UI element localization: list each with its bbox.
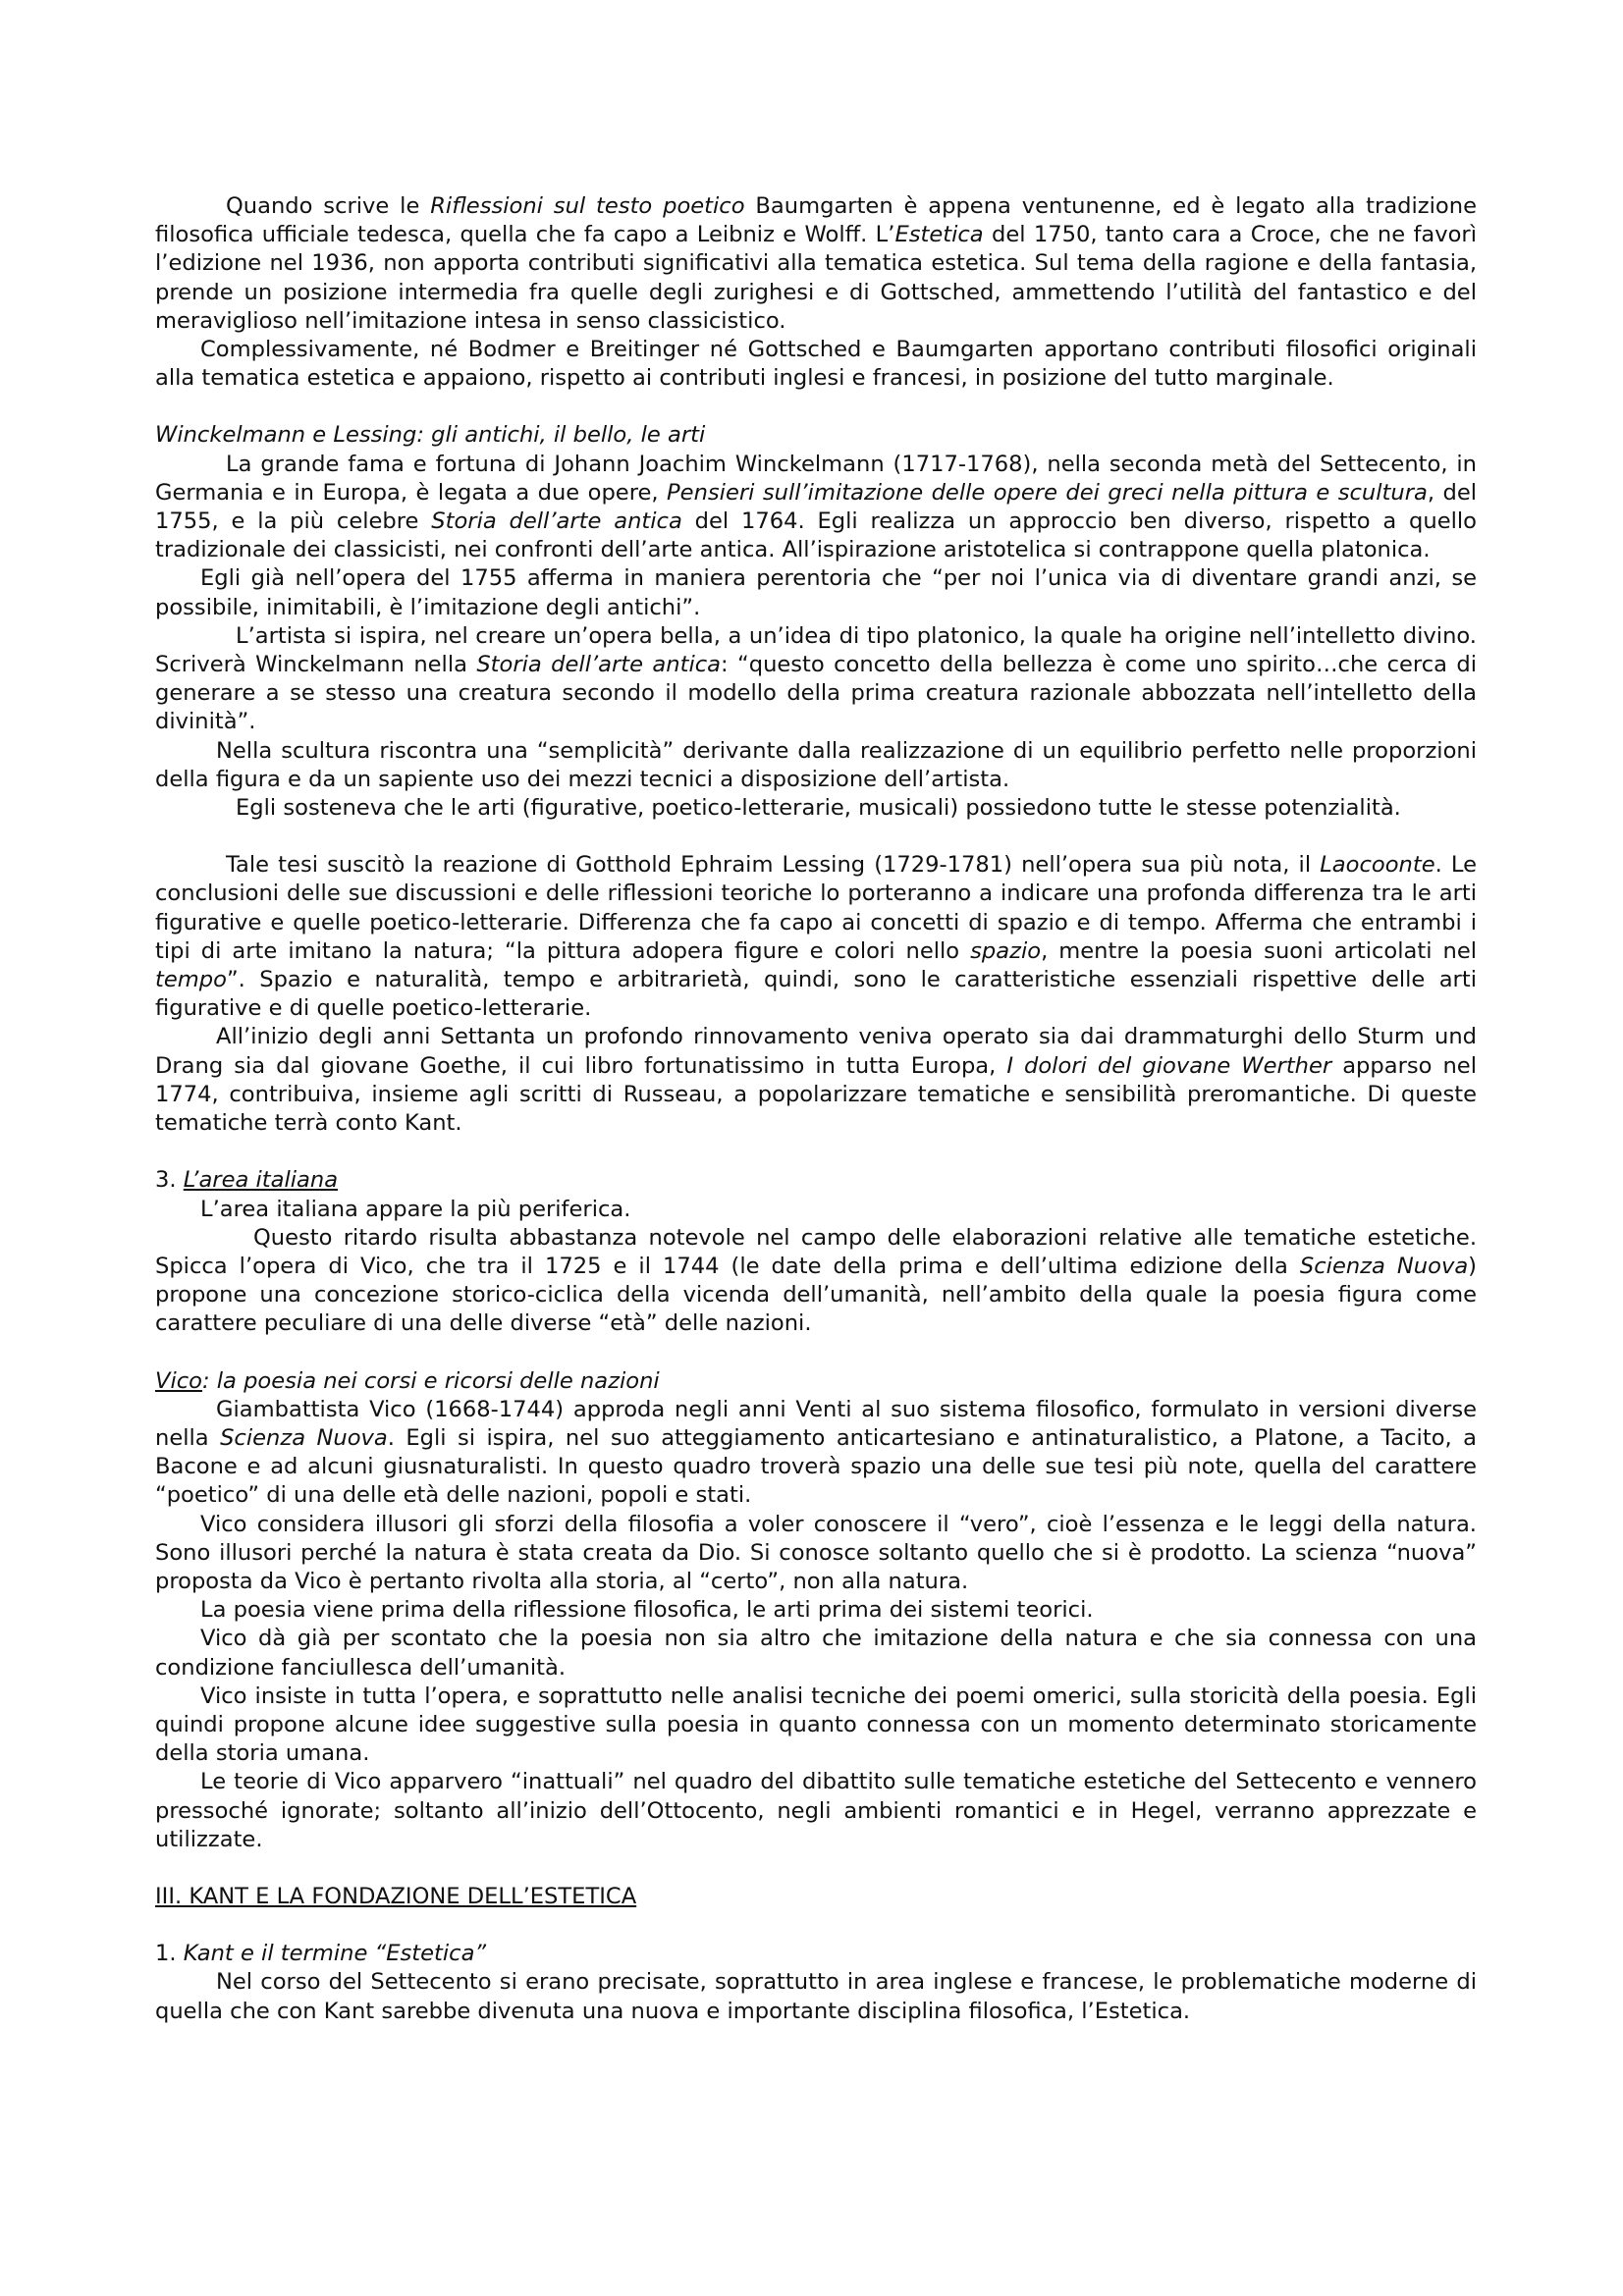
text-run: Scienza Nuova	[1299, 1253, 1469, 1279]
paragraph	[155, 564, 1477, 621]
paragraph	[155, 1196, 1477, 1224]
text-run: 3.	[155, 1167, 184, 1194]
text-run: Egli sosteneva che le arti (figurative, poetico-letterarie, musicali) possiedono tutte le stesse potenzialità.	[236, 795, 1401, 822]
text-run: Vico considera illusori gli sforzi della filosofia a voler conoscere il “vero”, cioè l’essenza e le leggi della natura. Sono illusori perché la natura è stata creata da Dio. Si conosce soltanto quello che si è prodotto. La scienza “nuova” proposta da Vico è pertanto rivolta alla storia, al “certo”, non alla natura.	[155, 1511, 1477, 1594]
text-run: All’inizio degli anni Settanta un profondo rinnovamento veniva operato sia dai drammaturghi dello Sturm und Drang sia dal giovane Goethe, il cui libro fortunatissimo in tutta Europa,	[155, 1024, 1477, 1079]
section-heading	[155, 1883, 1477, 1911]
text-run: L’area italiana appare la più periferica.	[200, 1196, 631, 1222]
paragraph	[155, 1596, 1477, 1625]
paragraph	[155, 1625, 1477, 1682]
text-run: Tale tesi suscitò la reazione di Gotthold Ephraim Lessing (1729-1781) nell’opera sua più nota, il	[226, 852, 1321, 879]
paragraph	[155, 1968, 1477, 2025]
text-run: I dolori del giovane Werther	[1006, 1052, 1332, 1079]
text-run: , del 1755, e la più celebre	[155, 479, 1477, 535]
paragraph	[155, 1224, 1477, 1339]
text-run: Quando scrive le	[226, 193, 431, 219]
text-run: Laocoonte	[1320, 852, 1435, 879]
text-run: La grande fama e fortuna di Johann Joachim Winckelmann (1717-1768), nella seconda metà del Settecento, in Germania e in Europa, è legata a due opere,	[155, 451, 1477, 506]
text-run: apparso nel 1774, contribuiva, insieme agli scritti di Russeau, a popolarizzare tematiche e sensibilità preromantiche. Di queste tematiche terrà conto Kant.	[155, 1052, 1477, 1137]
text-run: tempo	[155, 967, 227, 993]
text-run: Le teorie di Vico apparvero “inattuali” nel quadro del dibattito sulle tematiche estetiche del Settecento e vennero pressoché ignorate; soltanto all’inizio dell’Ottocento, negli ambienti romantici e in Hegel, verranno apprezzate e utilizzate.	[155, 1769, 1477, 1852]
text-run: III. KANT E LA FONDAZIONE DELL’ESTETICA	[155, 1883, 637, 1909]
paragraph	[155, 451, 1477, 565]
text-run: Baumgarten è appena ventunenne, ed è legato alla tradizione filosofica ufficiale tedesca, quella che fa capo a Leibniz e Wolff. L’	[155, 193, 1477, 248]
document-page	[155, 192, 1477, 2026]
text-run: L’area italiana	[183, 1167, 339, 1194]
text-run: Kant e il termine “Estetica”	[183, 1941, 487, 1967]
text-run: Estetica	[894, 222, 984, 248]
paragraph	[155, 794, 1477, 823]
text-run: Nel corso del Settecento si erano precisate, soprattutto in area inglese e francese, le problematiche moderne di quella che con Kant sarebbe divenuta una nuova e importante disciplina filosofica, l’Estetica.	[155, 1969, 1477, 2024]
text-run: Vico insiste in tutta l’opera, e soprattutto nelle analisi tecniche dei poemi omerici, sulla storicità della poesia. Egli quindi propone alcune idee suggestive sulla poesia in quanto connessa con un momento determinato storicamente della storia umana.	[155, 1682, 1477, 1767]
text-run: Scienza Nuova	[220, 1424, 388, 1451]
text-run: . Le conclusioni delle sue discussioni e delle riflessioni teoriche lo porteranno a indicare una profonda differenza tra le arti figurative e quelle poetico-letterarie. Differenza che fa capo ai concetti di spazio e di tempo. Afferma che entrambi i tipi di arte imitano la natura; “la pittura adopera figure e colori nello	[155, 852, 1477, 964]
paragraph	[155, 1511, 1477, 1597]
section-heading	[155, 1166, 1477, 1195]
paragraph	[155, 1768, 1477, 1854]
section-spacer	[155, 393, 1477, 421]
section-spacer	[155, 1138, 1477, 1166]
paragraph	[155, 1396, 1477, 1511]
text-run: L’artista si ispira, nel creare un’opera bella, a un’idea di tipo platonico, la quale ha origine nell’intelletto divino. Scriverà Winckelmann nella	[155, 622, 1477, 678]
section-heading	[155, 1940, 1477, 1968]
paragraph	[155, 622, 1477, 737]
text-run: Vico dà già per scontato che la poesia non sia altro che imitazione della natura e che sia connessa con una condizione fanciullesca dell’umanità.	[155, 1626, 1477, 1681]
text-run: . Egli si ispira, nel suo atteggiamento anticartesiano e antinaturalistico, a Platone, a Tacito, a Bacone e ad alcuni giusnaturalisti. In questo quadro troverà spazio una delle sue tesi più note, quella del carattere “poetico” di una delle età delle nazioni, popoli e stati.	[155, 1424, 1477, 1509]
text-run: Riflessioni sul testo poetico	[430, 193, 745, 219]
paragraph	[155, 336, 1477, 393]
text-run: Questo ritardo risulta abbastanza notevole nel campo delle elaborazioni relative alle tematiche estetiche. Spicca l’opera di Vico, che tra il 1725 e il 1744 (le date della prima e dell’ultima edizione della	[155, 1224, 1477, 1279]
paragraph	[155, 851, 1477, 1023]
text-run: Storia dell’arte antica	[476, 652, 722, 678]
text-run: La poesia viene prima della riflessione filosofica, le arti prima dei sistemi teorici.	[200, 1597, 1094, 1624]
text-run: spazio	[970, 937, 1042, 964]
text-run: del 1750, tanto cara a Croce, che ne favorì l’edizione nel 1936, non apporta contributi significativi alla tematica estetica. Sul tema della ragione e della fantasia, prende un posizione intermedia fra quelle degli zurighesi e di Gottsched, ammettendo l’utilità del fantastico e del meraviglioso nell’imitazione intesa in senso classicistico.	[155, 222, 1478, 334]
paragraph	[155, 1682, 1477, 1769]
text-run: ”. Spazio e naturalità, tempo e arbitrarietà, quindi, sono le caratteristiche essenziali rispettive delle arti figurative e di quelle poetico-letterarie.	[155, 967, 1477, 1022]
text-run: Storia dell’arte antica	[431, 508, 682, 535]
text-run: Nella scultura riscontra una “semplicità” derivante dalla realizzazione di un equilibrio perfetto nelle proporzioni della figura e da un sapiente uso dei mezzi tecnici a disposizione dell’artista.	[155, 737, 1477, 792]
section-spacer	[155, 823, 1477, 851]
text-run: ) propone una concezione storico-ciclica della vicenda dell’umanità, nell’ambito della quale la poesia figura come carattere peculiare di una delle diverse “età” delle nazioni.	[155, 1253, 1477, 1337]
text-run: Egli già nell’opera del 1755 afferma in maniera perentoria che “per noi l’unica via di diventare grandi anzi, se possibile, inimitabili, è l’imitazione degli antichi”.	[155, 565, 1477, 620]
section-spacer	[155, 1854, 1477, 1883]
text-run: Vico	[155, 1367, 202, 1394]
text-run: : la poesia nei corsi e ricorsi delle nazioni	[201, 1367, 660, 1394]
section-spacer	[155, 1339, 1477, 1367]
section-heading	[155, 421, 1477, 450]
text-run: Giambattista Vico (1668-1744) approda negli anni Venti al suo sistema filosofico, formulato in versioni diverse nella	[155, 1396, 1477, 1451]
paragraph	[155, 1023, 1477, 1138]
paragraph	[155, 737, 1477, 794]
text-run: Pensieri sull’imitazione delle opere dei greci nella pittura e scultura	[667, 479, 1428, 506]
text-run: Complessivamente, né Bodmer e Breitinger né Gottsched e Baumgarten apportano contributi filosofici originali alla tematica estetica e appaiono, rispetto ai contributi inglesi e francesi, in posizione del tutto marginale.	[155, 337, 1477, 392]
section-spacer	[155, 1911, 1477, 1940]
text-run: 1.	[155, 1941, 184, 1967]
text-run: del 1764. Egli realizza un approccio ben diverso, rispetto a quello tradizionale dei classicisti, nei confronti dell’arte antica. All’ispirazione aristotelica si contrappone quella platonica.	[155, 508, 1477, 563]
text-run: : “questo concetto della bellezza è come uno spirito…che cerca di generare a se stesso una creatura secondo il modello della prima creatura razionale abbozzata nell’intelletto della divinità”.	[155, 652, 1477, 735]
text-run: Winckelmann e Lessing: gli antichi, il bello, le arti	[155, 422, 706, 449]
paragraph	[155, 192, 1477, 336]
section-heading	[155, 1367, 1477, 1396]
text-run: , mentre la poesia suoni articolati nel	[1041, 937, 1477, 964]
